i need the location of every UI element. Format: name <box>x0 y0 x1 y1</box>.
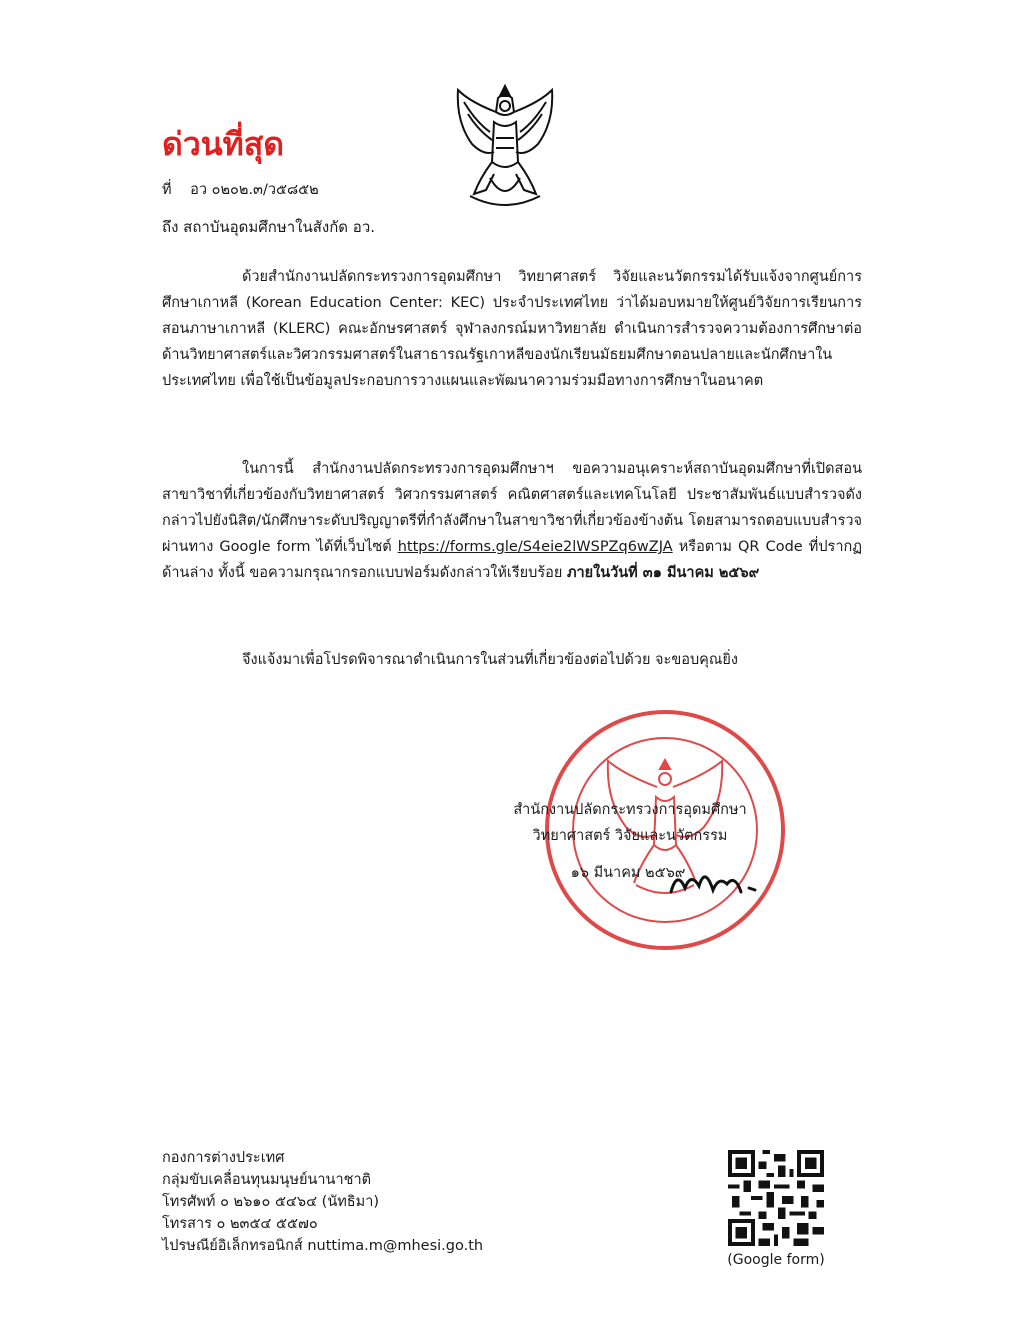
recipient-line: ถึง สถาบันอุดมศึกษาในสังกัด อว. <box>162 218 376 236</box>
garuda-emblem-icon <box>450 82 560 214</box>
body-paragraph-1-text: ด้วยสำนักงานปลัดกระทรวงการอุดมศึกษา วิทยาศาสตร์ วิจัยและนวัตกรรมได้รับแจ้งจากศูนย์การศึกษาเกาหลี (Korean Education Center: KEC) ประจำประเทศไทย ว่าได้มอบหมายให้ศูนย์วิจัยการเรียนการสอนภาษาเกาหลี (KLERC) คณะอักษรศาสตร์ จุฬาลงกรณ์มหาวิทยาลัย ดำเนินการสำรวจความต้องการศึกษาต่อด้านวิทยาศาสตร์และวิศวกรรมศาสตร์ในสาธารณรัฐเกาหลีของนักเรียนมัธยมศึกษาตอนปลายและนักศึกษาในประเทศไทย เพื่อใช้เป็นข้อมูลประกอบการวางแผนและพัฒนาความร่วมมือทางการศึกษาในอนาคต <box>162 269 862 389</box>
urgent-label: ด่วนที่สุด <box>162 125 285 163</box>
body-paragraph-2-text-cont: หรือตาม QR Code ที่ปรากฏด้านล่าง ทั้งนี้ ขอความกรุณากรอกแบบฟอร์มดังกล่าวให้เรียบร้อย <box>162 539 862 581</box>
handwritten-signature-icon <box>665 862 765 902</box>
signature-line-2: วิทยาศาสตร์ วิจัยและนวัตกรรม <box>532 828 728 844</box>
closing-line: จึงแจ้งมาเพื่อโปรดพิจารณาดำเนินการในส่วนที่เกี่ยวข้องต่อไปด้วย จะขอบคุณยิ่ง <box>242 652 738 668</box>
reference-number-line <box>162 178 319 201</box>
footer-contact <box>162 1147 483 1257</box>
body-paragraph-2 <box>162 456 862 586</box>
footer-phone: โทรศัพท์ ๐ ๒๖๑๐ ๕๔๖๔ (นัทธิมา) <box>162 1194 380 1210</box>
body-paragraph-1 <box>162 264 862 394</box>
reference-label: ที่ <box>162 182 172 198</box>
google-form-link[interactable]: https://forms.gle/S4eie2lWSPZq6wZJA <box>397 539 673 555</box>
deadline-text: ภายในวันที่ ๓๑ มีนาคม ๒๕๖๙ <box>566 565 760 581</box>
footer-fax: โทรสาร ๐ ๒๓๕๔ ๕๕๗๐ <box>162 1216 318 1232</box>
signature-line-1: สำนักงานปลัดกระทรวงการอุดมศึกษา <box>513 802 747 818</box>
qr-code-icon[interactable] <box>728 1150 824 1246</box>
signature-date: ๑๖ มีนาคม ๒๕๖๙ <box>570 865 686 881</box>
footer-email: ไปรษณีย์อิเล็กทรอนิกส์ nuttima.m@mhesi.go.th <box>162 1238 484 1254</box>
footer-department: กองการต่างประเทศ <box>162 1150 285 1166</box>
body-paragraph-2-text: ในการนี้ สำนักงานปลัดกระทรวงการอุดมศึกษาฯ ขอความอนุเคราะห์สถาบันอุดมศึกษาที่เปิดสอนสาขาวิชาที่เกี่ยวข้องกับวิทยาศาสตร์ วิศวกรรมศาสตร์ คณิตศาสตร์และเทคโนโลยี ประชาสัมพันธ์แบบสำรวจดังกล่าวไปยังนิสิต/นักศึกษาระดับปริญญาตรีที่กำลังศึกษาในสาขาวิชาที่เกี่ยวข้องข้างต้น โดยสามารถตอบแบบสำรวจผ่านทาง Google form ได้ที่เว็บไซต์ <box>162 461 862 555</box>
reference-number: อว ๐๒๐๒.๓/ว๕๘๕๒ <box>190 182 319 198</box>
qr-caption: (Google form) <box>727 1252 825 1268</box>
footer-group: กลุ่มขับเคลื่อนทุนมนุษย์นานาชาติ <box>162 1172 372 1188</box>
